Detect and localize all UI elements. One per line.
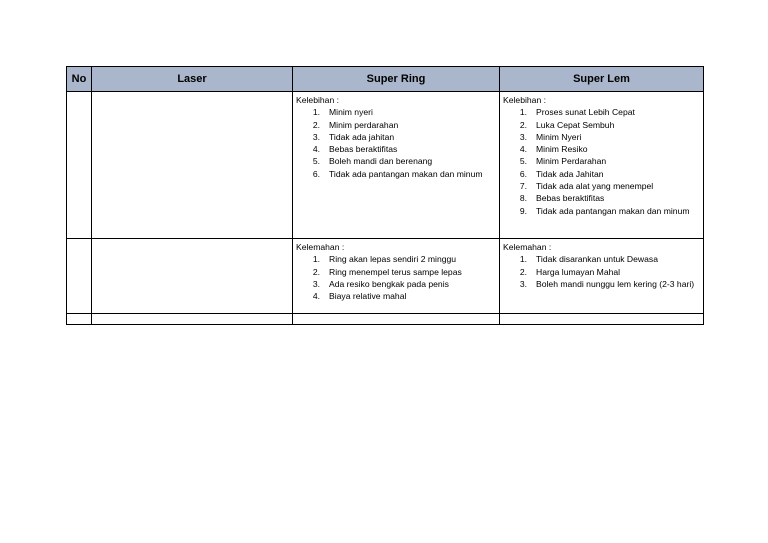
list-item: 1. Proses sunat Lebih Cepat — [519, 107, 635, 118]
list-item: 5. Minim Perdarahan — [519, 156, 607, 167]
cell-laser — [92, 239, 293, 314]
list-item: 1. Ring akan lepas sendiri 2 minggu — [312, 254, 457, 265]
comparison-table — [66, 66, 704, 325]
cell-super-ring-empty — [293, 314, 500, 325]
cell-super-lem-disadvantages — [500, 239, 704, 314]
header-laser: Laser — [92, 67, 293, 92]
cell-no — [67, 239, 92, 314]
cell-super-ring-disadvantages — [293, 239, 500, 314]
list-item: 3. Boleh mandi nunggu lem kering (2-3 hari) — [519, 278, 695, 289]
list-item: 4. Minim Resiko — [519, 144, 588, 155]
list-item: 9. Tidak ada pantangan makan dan minum — [519, 205, 690, 216]
list-item: 6. Tidak ada pantangan makan dan minum — [312, 168, 483, 179]
disadvantages-label: Kelemahan : — [503, 242, 552, 252]
list-item: 5. Boleh mandi dan berenang — [312, 156, 433, 167]
header-super-ring: Super Ring — [293, 67, 500, 92]
header-no: No — [67, 67, 92, 92]
list-item: 1. Minim nyeri — [312, 107, 373, 118]
list-item: 2. Luka Cepat Sembuh — [519, 119, 615, 130]
list-item: 8. Bebas beraktifitas — [519, 193, 605, 204]
list-item: 2. Minim perdarahan — [312, 119, 399, 130]
table-row-advantages — [67, 92, 704, 239]
list-item: 3. Minim Nyeri — [519, 131, 582, 142]
header-row — [67, 67, 704, 92]
header-super-lem: Super Lem — [500, 67, 704, 92]
cell-super-ring-advantages — [293, 92, 500, 239]
advantages-label: Kelebihan : — [503, 95, 547, 105]
advantages-list — [503, 106, 700, 217]
list-item: 7. Tidak ada alat yang menempel — [519, 181, 654, 192]
disadvantages-label: Kelemahan : — [296, 242, 345, 252]
advantages-label: Kelebihan : — [296, 95, 340, 105]
cell-laser — [92, 314, 293, 325]
cell-super-lem-advantages — [500, 92, 704, 239]
list-item: 3. Ada resiko bengkak pada penis — [312, 278, 449, 289]
list-item: 4. Biaya relative mahal — [312, 291, 407, 302]
table-row-disadvantages — [67, 239, 704, 314]
list-item: 1. Tidak disarankan untuk Dewasa — [519, 254, 658, 265]
disadvantages-list — [296, 253, 496, 302]
cell-no — [67, 314, 92, 325]
cell-laser — [92, 92, 293, 239]
disadvantages-list — [503, 253, 700, 290]
list-item: 4. Bebas beraktifitas — [312, 144, 398, 155]
list-item: 2. Harga lumayan Mahal — [519, 266, 621, 277]
list-item: 3. Tidak ada jahitan — [312, 131, 395, 142]
cell-no — [67, 92, 92, 239]
list-item: 2. Ring menempel terus sampe lepas — [312, 266, 462, 277]
advantages-list — [296, 106, 496, 180]
cell-super-lem-empty — [500, 314, 704, 325]
table-row-empty — [67, 314, 704, 325]
list-item: 6. Tidak ada Jahitan — [519, 168, 604, 179]
